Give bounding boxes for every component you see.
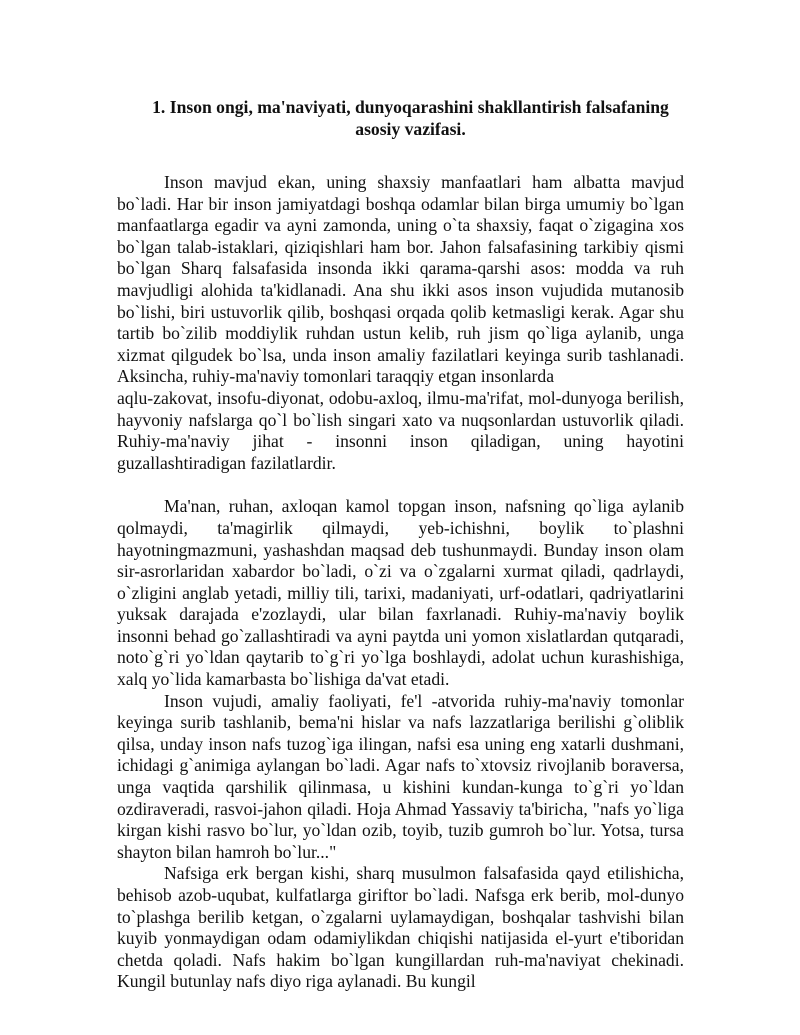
paragraph-4: Inson vujudi, amaliy faoliyati, fe'l -atvorida ruhiy-ma'naviy tomonlar keyinga surib tashlanib, bema'ni hislar va nafs lazzatlariga berilishi g`oliblik qilsa, unday inson nafs tuzog`iga ilingan, nafsi esa uning eng xatarli dushmani, ichidagi g`animiga aylangan bo`ladi. Agar nafs to`xtovsiz rivojlanib boraversa, unga vaqtida qarshilik qilinmasa, u kishini kundan-kunga to`g`ri yo`ldan ozdiraveradi, rasvoi-jahon qiladi. Hoja Ahmad Yassaviy ta'biricha, "nafs yo`liga kirgan kishi rasvo bo`lur, yo`ldan ozib, toyib, tuzib gumroh bo`lur. Yotsa, tursa shayton bilan hamroh bo`lur..." bbox=[117, 690, 684, 862]
paragraph-2: aqlu-zakovat, insofu-diyonat, odobu-axloq, ilmu-ma'rifat, mol-dunyoga berilish, hayvoniy nafslarga qo`l bo`lish singari xato va nuqsonlardan ustuvorlik qiladi. Ruhiy-ma'naviy jihat - insonni inson qiladigan, uning hayotini guzallashtiradigan fazilatlardir. bbox=[117, 387, 684, 473]
paragraph-3: Ma'nan, ruhan, axloqan kamol topgan inson, nafsning qo`liga aylanib qolmaydi, ta'magirlik qilmaydi, yeb-ichishni, boylik to`plashni hayotningmazmuni, yashashdan maqsad deb tushunmaydi. Bunday inson olam sir-asrorlaridan xabardor bo`ladi, o`zi va o`zgalarni xurmat qiladi, qadrlaydi, o`zligini anglab yetadi, milliy tili, tarixi, madaniyati, urf-odatlari, qadriyatlarini yuksak darajada e'zozlaydi, ular bilan faxrlanadi. Ruhiy-ma'naviy boylik insonni behad go`zallashtiradi va ayni paytda uni yomon xislatlardan qutqaradi, noto`g`ri yo`ldan qaytarib to`g`ri yo`lga boshlaydi, adolat uchun kurashishiga, xalq yo`lida kamarbasta bo`lishiga da'vat etadi. bbox=[117, 496, 684, 690]
paragraph-1: Inson mavjud ekan, uning shaxsiy manfaatlari ham albatta mavjud bo`ladi. Har bir inson jamiyatdagi boshqa odamlar bilan birga umumiy bo`lgan manfaatlarga egadir va ayni zamonda, uning o`ta shaxsiy, faqat o`zigagina xos bo`lgan talab-istaklari, qiziqishlari ham bor. Jahon falsafasining tarkibiy qismi bo`lgan Sharq falsafasida insonda ikki qarama-qarshi asos: modda va ruh mavjudligi alohida ta'kidlanadi. Ana shu ikki asos inson vujudida mutanosib bo`lishi, biri ustuvorlik qilib, boshqasi orqada qolib ketmasligi kerak. Agar shu tartib bo`zilib moddiylik ruhdan ustun kelib, ruh jism qo`liga aylanib, unga xizmat qilgudek bo`lsa, unda inson amaliy fazilatlari keyinga surib tashlanadi. Aksincha, ruhiy-ma'naviy tomonlari taraqqiy etgan insonlarda bbox=[117, 172, 684, 387]
section-title: 1. Inson ongi, ma'naviyati, dunyoqarashini shakllantirish falsafaning asosiy vazifasi. bbox=[152, 97, 669, 139]
paragraph-5: Nafsiga erk bergan kishi, sharq musulmon falsafasida qayd etilishicha, behisob azob-uqubat, kulfatlarga giriftor bo`ladi. Nafsga erk berib, mol-dunyo to`plashga berilib ketgan, o`zgalarni uylamaydigan, boshqalar tashvishi bilan kuyib yonmaydigan odam odamiylikdan chiqishi natijasida el-yurt e'tiboridan chetda qoladi. Nafs hakim bo`lgan kungillardan ruh-ma'naviyat chekinadi. Kungil butunlay nafs diyo riga aylanadi. Bu kungil bbox=[117, 863, 684, 992]
paragraph-gap bbox=[117, 474, 684, 496]
